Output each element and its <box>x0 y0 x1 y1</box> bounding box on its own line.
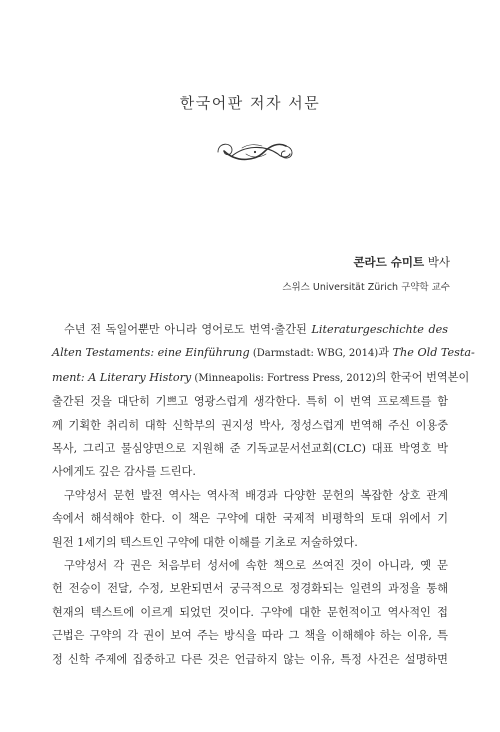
text-run: 과 <box>378 346 393 360</box>
text-run: 수년 전 독일어뿐만 아니라 영어로도 번역·출간된 <box>64 323 312 336</box>
author-title: 박사 <box>427 255 450 269</box>
text-run: 정 신학 주제에 집중하고 다른 것은 언급하지 않는 이유, 특정 사건은 설명하면 <box>52 652 448 666</box>
text-run: 현재의 텍스트에 이르게 되었던 것이다. 구약에 대한 문헌적이고 역사적인 접 <box>52 605 448 619</box>
text-run: Literaturgeschichte des <box>311 323 448 336</box>
text-run: 구약성서 문헌 발전 역사는 역사적 배경과 다양한 문헌의 복잡한 상호 관계 <box>64 488 448 502</box>
author-affiliation: 스위스 Universität Zürich 구약학 교수 <box>282 282 450 293</box>
text-run: ment: A Literary History <box>52 370 192 384</box>
text-run: 출간된 것을 대단히 기쁘고 영광스럽게 생각한다. 특히 이 번역 프로젝트를 함 <box>52 395 448 409</box>
text-run: The Old Testa- <box>392 346 475 360</box>
author-name: 콘라드 슈미트 <box>353 255 425 269</box>
body-line <box>52 601 448 624</box>
text-run: (Minneapolis: Fortress Press, 2012) <box>191 372 376 384</box>
body-line <box>52 577 448 600</box>
text-run: 원전 1세기의 텍스트인 구약에 대한 이해를 기초로 저술하였다. <box>52 535 358 549</box>
text-run: 헌 전승이 전달, 수정, 보완되면서 궁극적으로 정경화되는 일련의 과정을 통해 <box>52 582 448 596</box>
text-run: Alten Testaments: eine Einführung <box>52 346 250 360</box>
scroll-ornament-icon <box>212 136 298 168</box>
text-run: 근법은 구약의 각 권이 보여 주는 방식을 따라 그 책을 이해해야 하는 이유, 특 <box>52 629 448 643</box>
body-line <box>52 318 448 341</box>
text-run: 사에게도 깊은 감사를 드린다. <box>52 465 196 479</box>
body-line <box>52 437 448 460</box>
body-line <box>52 507 448 530</box>
text-run: 의 한국어 번역본이 <box>375 370 470 384</box>
body-line <box>52 366 470 390</box>
body-line <box>52 531 448 554</box>
preface-body <box>52 318 475 671</box>
body-line <box>52 554 448 577</box>
body-line <box>52 648 448 671</box>
author-block <box>282 254 450 293</box>
text-run: 속에서 해석해야 한다. 이 책은 구약에 대한 국제적 비평학의 토대 위에서 기 <box>52 512 448 526</box>
text-run: 구약성서 각 권은 처음부터 성서에 속한 책으로 쓰여진 것이 아니라, 옛 문 <box>64 559 448 573</box>
body-line <box>52 414 448 437</box>
page-title: 한국어판 저자 서문 <box>179 94 321 112</box>
text-run: (Darmstadt: WBG, 2014) <box>249 348 379 360</box>
body-line <box>52 624 448 647</box>
text-run: 께 기획한 취리히 대학 신학부의 권지성 박사, 정성스럽게 번역해 주신 이용중 <box>52 418 448 432</box>
body-line <box>52 484 448 507</box>
body-line <box>52 390 448 413</box>
body-line <box>52 460 448 483</box>
body-line <box>52 341 475 365</box>
text-run: 목사, 그리고 물심양면으로 지원해 준 기독교문서선교회(CLC) 대표 박영호 박 <box>52 442 448 456</box>
author-line <box>282 254 450 270</box>
